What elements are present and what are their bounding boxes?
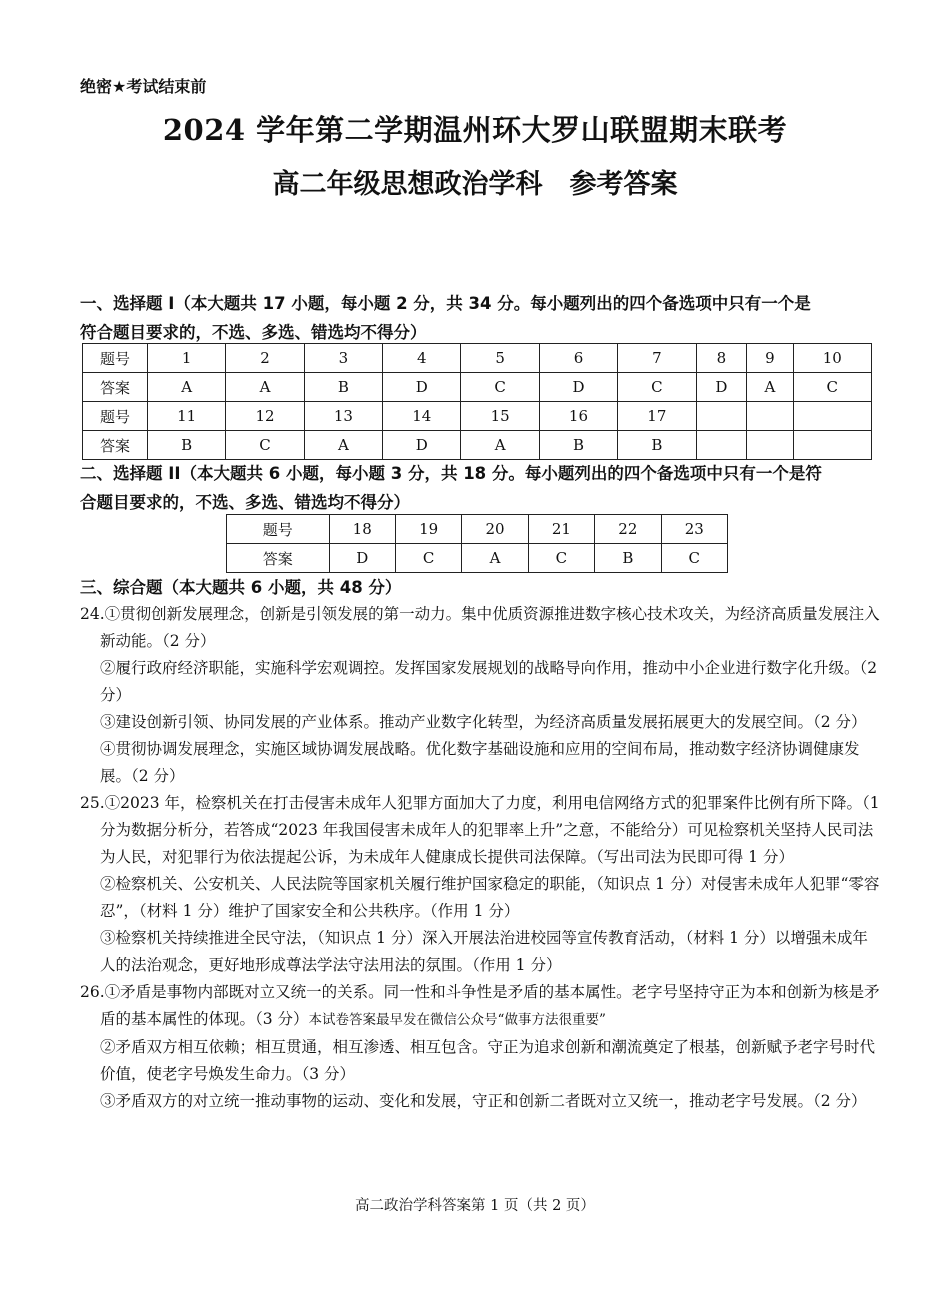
table1-row-label: 答案 — [83, 373, 148, 402]
table1-answer-row — [83, 431, 872, 460]
table2-answer-row — [227, 544, 728, 573]
table1-row-label: 题号 — [83, 344, 148, 373]
table2-answer-cell: C — [528, 544, 594, 573]
q25-point-2: ②检察机关、公安机关、人民法院等国家机关履行维护国家稳定的职能，（知识点 1 分）对侵害未成年人犯罪“零容忍”，（材料 1 分）维护了国家安全和公共秩序。（作用 1 分） — [100, 875, 880, 920]
section2-heading-line2: 合题目要求的，不选、多选、错选均不得分） — [80, 493, 410, 512]
section3-heading: 三、综合题（本大题共 6 小题，共 48 分） — [80, 578, 402, 597]
table1-answer-cell: B — [539, 431, 617, 460]
table1-answer-cell — [747, 431, 793, 460]
table1-question-row — [83, 402, 872, 431]
table1-question-cell — [793, 402, 871, 431]
table1-question-cell: 13 — [304, 402, 382, 431]
table1-question-cell: 11 — [148, 402, 226, 431]
wechat-note: 本试卷答案最早发在微信公众号“做事方法很重要” — [308, 1012, 606, 1028]
table1-question-cell: 5 — [461, 344, 539, 373]
table1-question-row — [83, 344, 872, 373]
section1-heading — [80, 289, 880, 347]
table1-question-cell: 4 — [383, 344, 461, 373]
table1-question-cell: 16 — [539, 402, 617, 431]
table2-question-cell: 18 — [329, 515, 395, 544]
table2-question-cell: 20 — [462, 515, 528, 544]
table1-question-cell: 9 — [747, 344, 793, 373]
table1-question-cell: 14 — [383, 402, 461, 431]
table1-answer-cell: C — [461, 373, 539, 402]
q26-point-1-text: 26.①矛盾是事物内部既对立又统一的关系。同一性和斗争性是矛盾的基本属性。老字号坚持守正为本和创新为核是矛盾的基本属性的体现。（3 分） — [80, 983, 880, 1028]
table1-answer-cell: A — [747, 373, 793, 402]
table2-question-row — [227, 515, 728, 544]
table1-answer-cell: C — [226, 431, 304, 460]
table1-question-cell: 12 — [226, 402, 304, 431]
table2-answer-cell: D — [329, 544, 395, 573]
q26-point-1 — [80, 979, 880, 1034]
q25-point-3: ③检察机关持续推进全民守法，（知识点 1 分）深入开展法治进校园等宣传教育活动，（材料 1 分）以增强未成年人的法治观念，更好地形成尊法学法守法用法的氛围。（作用 1 分） — [100, 929, 868, 974]
section2-answer-table — [226, 514, 728, 573]
section1-heading-line1: 一、选择题 I（本大题共 17 小题，每小题 2 分，共 34 分。每小题列出的四个备选项中只有一个是 — [80, 294, 811, 313]
section1-heading-line2: 符合题目要求的，不选、多选、错选均不得分） — [80, 323, 427, 342]
table1-answer-cell — [793, 431, 871, 460]
exam-subtitle: 高二年级思想政治学科 参考答案 — [272, 169, 678, 200]
table1-answer-cell: C — [618, 373, 696, 402]
table1-question-cell: 17 — [618, 402, 696, 431]
exam-title: 2024 学年第二学期温州环大罗山联盟期末联考 — [162, 113, 788, 147]
table1-answer-cell: B — [304, 373, 382, 402]
table1-question-cell — [747, 402, 793, 431]
table1-answer-cell: C — [793, 373, 871, 402]
section1-answer-table — [82, 343, 872, 460]
table1-row-label: 题号 — [83, 402, 148, 431]
table2-row-label: 答案 — [227, 544, 330, 573]
table2-answer-cell: C — [661, 544, 727, 573]
table1-answer-cell: A — [304, 431, 382, 460]
table1-answer-cell: D — [383, 373, 461, 402]
table1-question-cell: 6 — [539, 344, 617, 373]
table2-question-cell: 19 — [395, 515, 461, 544]
q26-point-2: ②矛盾双方相互依赖；相互贯通，相互渗透、相互包含。守正为追求创新和潮流奠定了根基，创新赋予老字号时代价值，使老字号焕发生命力。（3 分） — [100, 1038, 876, 1083]
section3-body — [80, 601, 880, 1115]
table1-answer-cell: A — [148, 373, 226, 402]
table1-answer-cell: B — [148, 431, 226, 460]
table1-answer-row — [83, 373, 872, 402]
table2-question-cell: 21 — [528, 515, 594, 544]
table1-answer-cell: D — [696, 373, 747, 402]
section2-heading — [80, 459, 880, 517]
table2-question-cell: 23 — [661, 515, 727, 544]
table1-question-cell: 3 — [304, 344, 382, 373]
confidential-label: 绝密★考试结束前 — [80, 77, 207, 96]
table1-answer-cell — [696, 431, 747, 460]
table1-question-cell: 15 — [461, 402, 539, 431]
table2-row-label: 题号 — [227, 515, 330, 544]
table2-answer-cell: C — [395, 544, 461, 573]
table1-answer-cell: D — [383, 431, 461, 460]
q24-point-2: ②履行政府经济职能，实施科学宏观调控。发挥国家发展规划的战略导向作用，推动中小企业进行数字化升级。（2 分） — [100, 659, 878, 704]
table1-row-label: 答案 — [83, 431, 148, 460]
q26-point-3: ③矛盾双方的对立统一推动事物的运动、变化和发展，守正和创新二者既对立又统一，推动老字号发展。（2 分） — [100, 1092, 867, 1110]
table1-answer-cell: A — [461, 431, 539, 460]
table1-answer-cell: B — [618, 431, 696, 460]
q24-point-4: ④贯彻协调发展理念，实施区域协调发展战略。优化数字基础设施和应用的空间布局，推动数字经济协调健康发展。（2 分） — [100, 740, 860, 785]
page-footer: 高二政治学科答案第 1 页（共 2 页） — [355, 1198, 595, 1214]
q24-point-3: ③建设创新引领、协同发展的产业体系。推动产业数字化转型，为经济高质量发展拓展更大的发展空间。（2 分） — [100, 713, 867, 731]
table1-answer-cell: D — [539, 373, 617, 402]
q24-point-1: 24.①贯彻创新发展理念，创新是引领发展的第一动力。集中优质资源推进数字核心技术攻关，为经济高质量发展注入新动能。（2 分） — [80, 605, 880, 650]
table2-answer-cell: B — [595, 544, 661, 573]
table1-question-cell: 7 — [618, 344, 696, 373]
table1-question-cell: 8 — [696, 344, 747, 373]
table1-answer-cell: A — [226, 373, 304, 402]
table1-question-cell — [696, 402, 747, 431]
table1-question-cell: 1 — [148, 344, 226, 373]
table1-question-cell: 2 — [226, 344, 304, 373]
q25-point-1: 25.①2023 年，检察机关在打击侵害未成年人犯罪方面加大了力度，利用电信网络方式的犯罪案件比例有所下降。（1 分为数据分析分，若答成“2023 年我国侵害未成年人的犯罪率上升”之意，不能给分）可见检察机关坚持人民司法为人民，对犯罪行为依法提起公诉，为未成年人健康成长提供司法保障。（写出司法为民即可得 1 分） — [80, 794, 880, 866]
table2-question-cell: 22 — [595, 515, 661, 544]
section2-heading-line1: 二、选择题 II（本大题共 6 小题，每小题 3 分，共 18 分。每小题列出的四个备选项中只有一个是符 — [80, 464, 822, 483]
table2-answer-cell: A — [462, 544, 528, 573]
table1-question-cell: 10 — [793, 344, 871, 373]
